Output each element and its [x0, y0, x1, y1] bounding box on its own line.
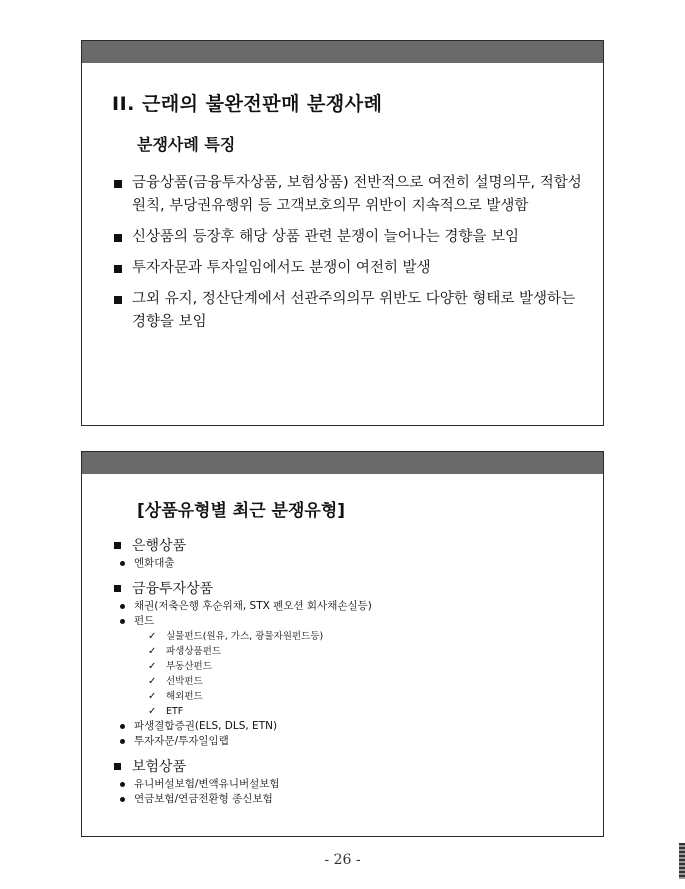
list-item: ✓ 부동산펀드 [148, 661, 212, 672]
checkmark-icon: ✓ [148, 691, 157, 702]
list-item: 채권(저축은행 후순위채, STX 펜오션 회사채손실등) [116, 599, 582, 614]
list-item: ✓ 실물펀드(원유, 가스, 광물자원펀드등) [148, 631, 324, 642]
dot-bullet-icon [120, 724, 125, 729]
square-bullet-icon [114, 296, 122, 304]
section-heading-bank: 은행상품 [112, 536, 582, 556]
list-item: 유니버설보험/변액유니버설보험 [116, 777, 582, 792]
dot-bullet-icon [120, 604, 125, 609]
list-item: 그외 유지, 정산단계에서 선관주의의무 위반도 다양한 형태로 발생하는 경향을 보임 [112, 288, 582, 334]
list-item: 연금보험/연금전환형 종신보험 [116, 792, 582, 807]
list-item: 신상품의 등장후 해당 상품 관련 분쟁이 늘어나는 경향을 보임 [112, 226, 582, 249]
list-item: ✓ 선박펀드 [148, 676, 203, 687]
checkmark-icon: ✓ [148, 676, 157, 687]
slide-title: [상품유형별 최근 분쟁유형] [137, 501, 346, 521]
checkmark-icon: ✓ [148, 631, 157, 642]
section-title: II. 근래의 불완전판매 분쟁사례 [112, 93, 383, 115]
list-item: 금융상품(금융투자상품, 보험상품) 전반적으로 여전히 설명의무, 적합성원칙, 부당권유행위 등 고객보호의무 위반이 지속적으로 발생함 [112, 172, 582, 218]
checkmark-icon: ✓ [148, 646, 157, 657]
square-bullet-icon [114, 265, 122, 273]
list-item: 투자자문과 투자일임에서도 분쟁이 여전히 발생 [112, 257, 582, 280]
slide-header-bar [82, 41, 603, 63]
square-bullet-icon [114, 585, 121, 592]
section-heading-investment: 금융투자상품 [112, 579, 582, 599]
list-item: ✓ ETF [148, 706, 184, 717]
slide-subtitle: 분쟁사례 특징 [137, 135, 236, 154]
square-bullet-icon [114, 763, 121, 770]
dot-bullet-icon [120, 619, 125, 624]
slide-header-bar [82, 452, 603, 474]
characteristics-list [112, 172, 582, 342]
dot-bullet-icon [120, 561, 125, 566]
slide-dispute-types-by-product [81, 451, 604, 837]
square-bullet-icon [114, 180, 122, 188]
scan-edge-mark [679, 843, 685, 879]
square-bullet-icon [114, 542, 121, 549]
list-item: ✓ 해외펀드 [148, 691, 203, 702]
list-item: 엔화대출 [116, 556, 582, 571]
dot-bullet-icon [120, 739, 125, 744]
page-number: - 26 - [324, 852, 361, 868]
section-heading-insurance: 보험상품 [112, 757, 582, 777]
slide-dispute-characteristics [81, 40, 604, 426]
list-item: 파생결합증권(ELS, DLS, ETN) [116, 719, 582, 734]
list-item: 투자자문/투자일임랩 [116, 734, 582, 749]
dot-bullet-icon [120, 782, 125, 787]
square-bullet-icon [114, 234, 122, 242]
list-item: ✓ 파생상품펀드 [148, 646, 222, 657]
product-type-list [112, 534, 582, 807]
dot-bullet-icon [120, 797, 125, 802]
checkmark-icon: ✓ [148, 661, 157, 672]
checkmark-icon: ✓ [148, 706, 157, 717]
list-item: 펀드 [116, 614, 582, 629]
